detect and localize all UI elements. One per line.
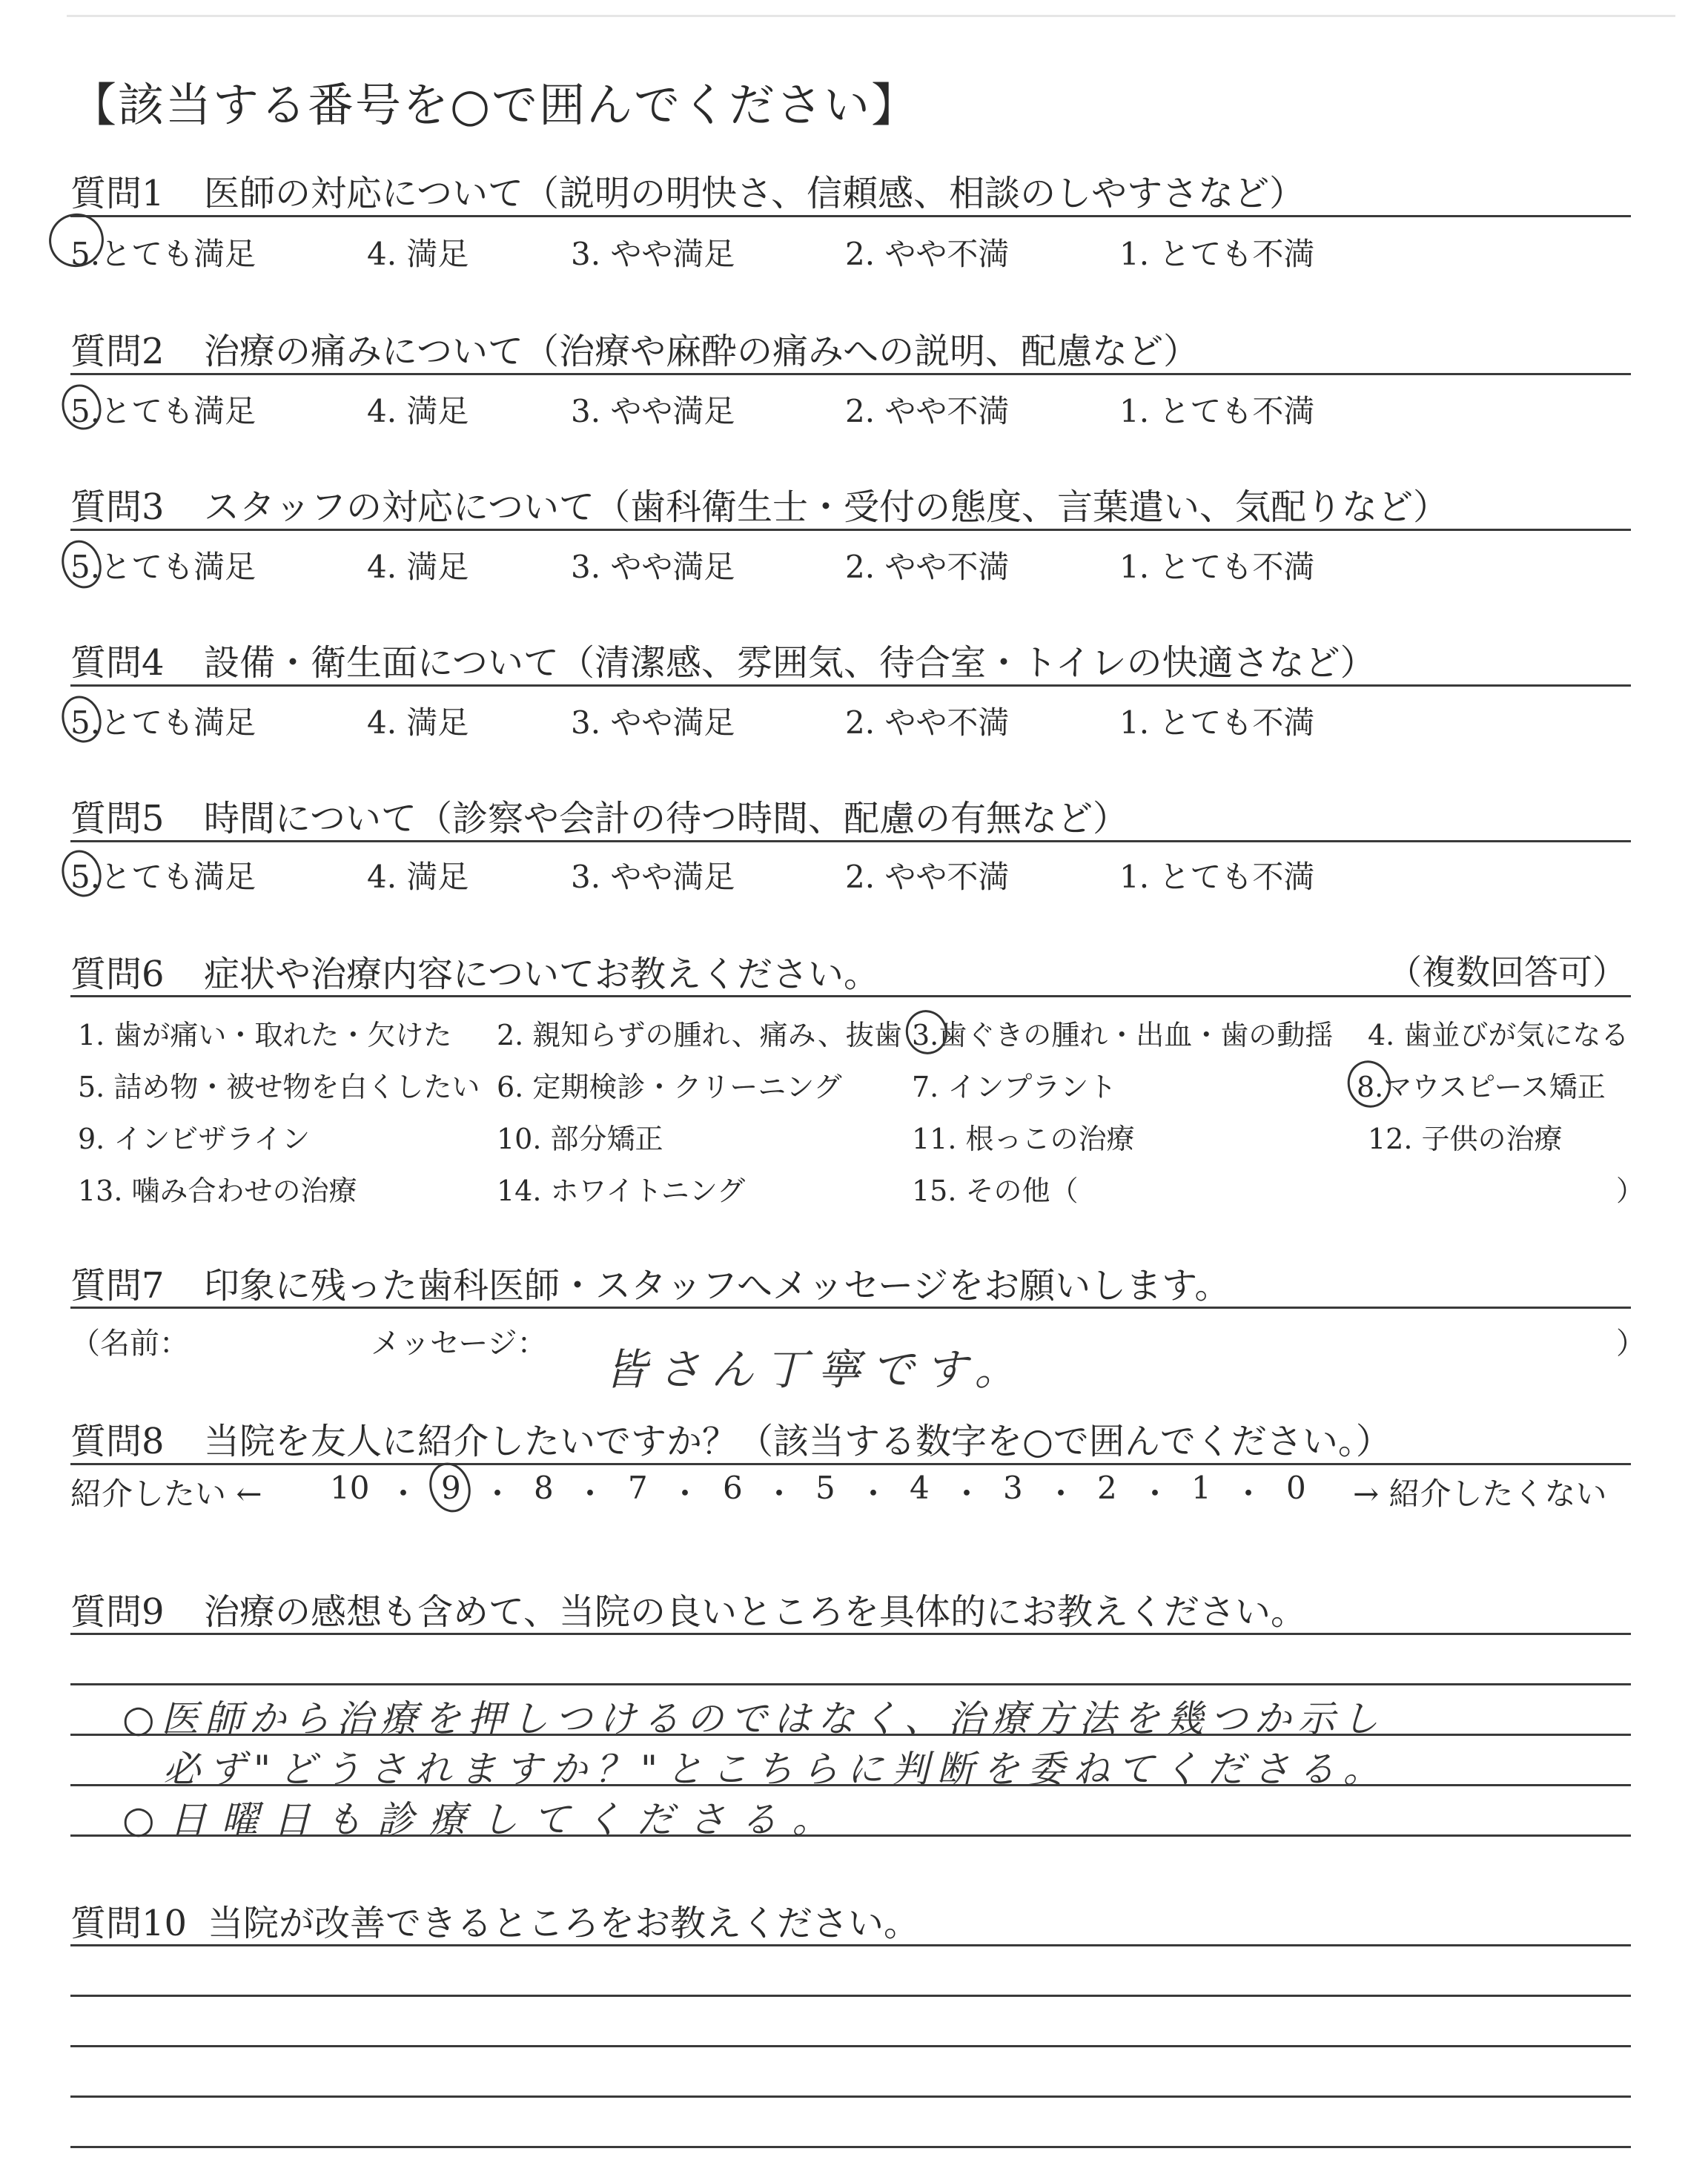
treatment-option-11[interactable]: 11. 根っこの治療 bbox=[912, 1123, 1135, 1155]
treatment-option-10[interactable]: 10. 部分矯正 bbox=[497, 1123, 663, 1155]
handwritten-answer-line-2: 必ず"どうされますか？"とこちらに判断を委ねてくださる。 bbox=[163, 1748, 1388, 1791]
question-text: 症状や治療内容についてお教えください。 bbox=[204, 954, 880, 995]
scale-dot: ・ bbox=[1045, 1476, 1077, 1512]
scale-number-7[interactable]: 7 bbox=[628, 1470, 648, 1506]
option-3[interactable]: 3. やや満足 bbox=[571, 704, 735, 741]
question-label: 質問3 bbox=[70, 486, 165, 528]
selection-circle bbox=[423, 1457, 477, 1517]
option-4[interactable]: 4. 満足 bbox=[367, 549, 469, 585]
option-2[interactable]: 2. やや不満 bbox=[845, 549, 1010, 585]
question-text: スタッフの対応について（歯科衛生士・受付の態度、言葉遣い、気配りなど） bbox=[204, 486, 1449, 528]
scale-number-10[interactable]: 10 bbox=[330, 1470, 370, 1506]
question-9-title bbox=[70, 1583, 1306, 1634]
treatment-option-3[interactable]: 3.歯ぐきの腫れ・出血・歯の動揺 bbox=[912, 1019, 1334, 1051]
treatment-option-2[interactable]: 2. 親知らずの腫れ、痛み、抜歯 bbox=[497, 1019, 902, 1051]
option-4[interactable]: 4. 満足 bbox=[367, 704, 469, 741]
question-5-title bbox=[70, 790, 1128, 841]
option-4[interactable]: 4. 満足 bbox=[367, 859, 469, 895]
scale-dot: ・ bbox=[858, 1476, 890, 1512]
answer-line bbox=[70, 1944, 1631, 1946]
scale-dot: ・ bbox=[1233, 1476, 1265, 1512]
question-rule bbox=[70, 840, 1631, 842]
option-2[interactable]: 2. やや不満 bbox=[845, 704, 1010, 741]
question-label: 質問5 bbox=[70, 798, 165, 839]
question-1-title bbox=[70, 165, 1305, 216]
question-rule bbox=[70, 1307, 1631, 1309]
question-label: 質問6 bbox=[70, 954, 165, 995]
question-text: 時間について（診察や会計の待つ時間、配慮の有無など） bbox=[204, 798, 1129, 839]
treatment-option-7[interactable]: 7. インプラント bbox=[912, 1071, 1117, 1103]
option-5[interactable]: 5.とても満足 bbox=[70, 236, 256, 272]
question-7-title bbox=[70, 1257, 1230, 1308]
question-label: 質問8 bbox=[70, 1421, 165, 1462]
question-3-title bbox=[70, 478, 1449, 529]
message-label: メッセージ： bbox=[371, 1327, 547, 1361]
treatment-option-8[interactable]: 8.マウスピース矯正 bbox=[1357, 1071, 1606, 1103]
question-text: 当院が改善できるところをお教えください。 bbox=[208, 1903, 920, 1944]
question-rule bbox=[70, 995, 1631, 997]
scale-right-label: → 紹介したくない bbox=[1353, 1476, 1607, 1512]
scale-dot: ・ bbox=[669, 1476, 701, 1512]
question-6-title bbox=[70, 945, 879, 997]
question-2-title bbox=[70, 323, 1199, 374]
referral-scale bbox=[70, 1470, 1635, 1512]
answer-line bbox=[70, 1633, 1631, 1635]
scale-dot: ・ bbox=[1139, 1476, 1171, 1512]
option-4[interactable]: 4. 満足 bbox=[367, 393, 469, 429]
option-3[interactable]: 3. やや満足 bbox=[571, 549, 735, 585]
option-3[interactable]: 3. やや満足 bbox=[571, 236, 735, 272]
option-1[interactable]: 1. とても不満 bbox=[1119, 704, 1315, 741]
option-1[interactable]: 1. とても不満 bbox=[1119, 236, 1315, 272]
treatment-option-13[interactable]: 13. 噛み合わせの治療 bbox=[78, 1175, 357, 1207]
question-text: 治療の感想も含めて、当院の良いところを具体的にお教えください。 bbox=[204, 1591, 1307, 1633]
question-label: 質問7 bbox=[70, 1265, 165, 1307]
answer-line bbox=[70, 2146, 1631, 2148]
answer-line bbox=[70, 2045, 1631, 2047]
option-1[interactable]: 1. とても不満 bbox=[1119, 549, 1315, 585]
option-2[interactable]: 2. やや不満 bbox=[845, 393, 1010, 429]
handwritten-message: 皆さん丁寧です。 bbox=[604, 1344, 1028, 1395]
scale-dot: ・ bbox=[575, 1476, 606, 1512]
option-1[interactable]: 1. とても不満 bbox=[1119, 393, 1315, 429]
question-label: 質問2 bbox=[70, 331, 165, 372]
question-label: 質問9 bbox=[70, 1591, 165, 1633]
option-4[interactable]: 4. 満足 bbox=[367, 236, 469, 272]
question-rule bbox=[70, 529, 1631, 531]
scale-number-6[interactable]: 6 bbox=[723, 1470, 743, 1506]
option-5[interactable]: 5.とても満足 bbox=[70, 393, 256, 429]
question-4-title bbox=[70, 634, 1376, 685]
top-edge-line bbox=[67, 15, 1675, 17]
scale-dot: ・ bbox=[764, 1476, 795, 1512]
question-text: 治療の痛みについて（治療や麻酔の痛みへの説明、配慮など） bbox=[204, 331, 1199, 372]
option-2[interactable]: 2. やや不満 bbox=[845, 236, 1010, 272]
option-1[interactable]: 1. とても不満 bbox=[1119, 859, 1315, 895]
scale-number-4[interactable]: 4 bbox=[910, 1470, 930, 1506]
option-5[interactable]: 5.とても満足 bbox=[70, 859, 256, 895]
scale-number-3[interactable]: 3 bbox=[1003, 1470, 1023, 1506]
scale-number-8[interactable]: 8 bbox=[534, 1470, 554, 1506]
question-text: 印象に残った歯科医師・スタッフへメッセージをお願いします。 bbox=[204, 1265, 1231, 1307]
treatment-option-1[interactable]: 1. 歯が痛い・取れた・欠けた bbox=[78, 1019, 452, 1051]
page-heading: 【該当する番号を○で囲んでください】 bbox=[70, 78, 919, 132]
question-10-title bbox=[70, 1895, 919, 1946]
question-label: 質問4 bbox=[70, 642, 165, 684]
handwritten-answer-line-3: ○日曜日も診療してくださる。 bbox=[122, 1798, 844, 1841]
question-text: 当院を友人に紹介したいですか？（該当する数字を○で囲んでください。） bbox=[204, 1421, 1391, 1462]
treatment-option-5[interactable]: 5. 詰め物・被せ物を白くしたい bbox=[78, 1071, 480, 1103]
multiple-answers-note: （複数回答可） bbox=[1388, 952, 1626, 992]
question-text: 医師の対応について（説明の明快さ、信頼感、相談のしやすさなど） bbox=[204, 173, 1305, 214]
scale-left-label: 紹介したい ← bbox=[70, 1476, 262, 1512]
option-5[interactable]: 5.とても満足 bbox=[70, 549, 256, 585]
option-5[interactable]: 5.とても満足 bbox=[70, 704, 256, 741]
scale-number-0[interactable]: 0 bbox=[1286, 1470, 1306, 1506]
answer-line bbox=[70, 1683, 1631, 1685]
other-close-paren: ） bbox=[1616, 1175, 1645, 1207]
answer-line bbox=[70, 2095, 1631, 2098]
question-label: 質問10 bbox=[70, 1903, 188, 1944]
handwritten-answer-line-1: ○医師から治療を押しつけるのではなく、治療方法を幾つか示し bbox=[122, 1697, 1386, 1740]
question-8-title bbox=[70, 1413, 1391, 1464]
name-label: （名前： bbox=[70, 1327, 189, 1361]
treatment-option-6[interactable]: 6. 定期検診・クリーニング bbox=[497, 1071, 842, 1103]
scale-number-1[interactable]: 1 bbox=[1191, 1470, 1211, 1506]
message-close-paren: ） bbox=[1616, 1327, 1646, 1361]
question-text: 設備・衛生面について（清潔感、雰囲気、待合室・トイレの快適さなど） bbox=[204, 642, 1376, 684]
treatment-option-9[interactable]: 9. インビザライン bbox=[78, 1123, 311, 1155]
question-rule bbox=[70, 1463, 1631, 1465]
treatment-option-4[interactable]: 4. 歯並びが気になる bbox=[1368, 1019, 1629, 1051]
option-3[interactable]: 3. やや満足 bbox=[571, 859, 735, 895]
question-rule bbox=[70, 373, 1631, 375]
scale-number-5[interactable]: 5 bbox=[815, 1470, 835, 1506]
scale-number-2[interactable]: 2 bbox=[1097, 1470, 1117, 1506]
scale-dot: ・ bbox=[482, 1476, 514, 1512]
treatment-option-15[interactable]: 15. その他（ bbox=[912, 1175, 1079, 1207]
answer-line bbox=[70, 1995, 1631, 1997]
option-2[interactable]: 2. やや不満 bbox=[845, 859, 1010, 895]
treatment-option-14[interactable]: 14. ホワイトニング bbox=[497, 1175, 746, 1207]
scale-dot: ・ bbox=[951, 1476, 983, 1512]
scale-number-9[interactable]: 9 bbox=[441, 1470, 461, 1506]
question-rule bbox=[70, 684, 1631, 687]
question-rule bbox=[70, 215, 1631, 217]
question-label: 質問1 bbox=[70, 173, 165, 214]
option-3[interactable]: 3. やや満足 bbox=[571, 393, 735, 429]
scale-dot: ・ bbox=[388, 1476, 420, 1512]
treatment-option-12[interactable]: 12. 子供の治療 bbox=[1368, 1123, 1563, 1155]
